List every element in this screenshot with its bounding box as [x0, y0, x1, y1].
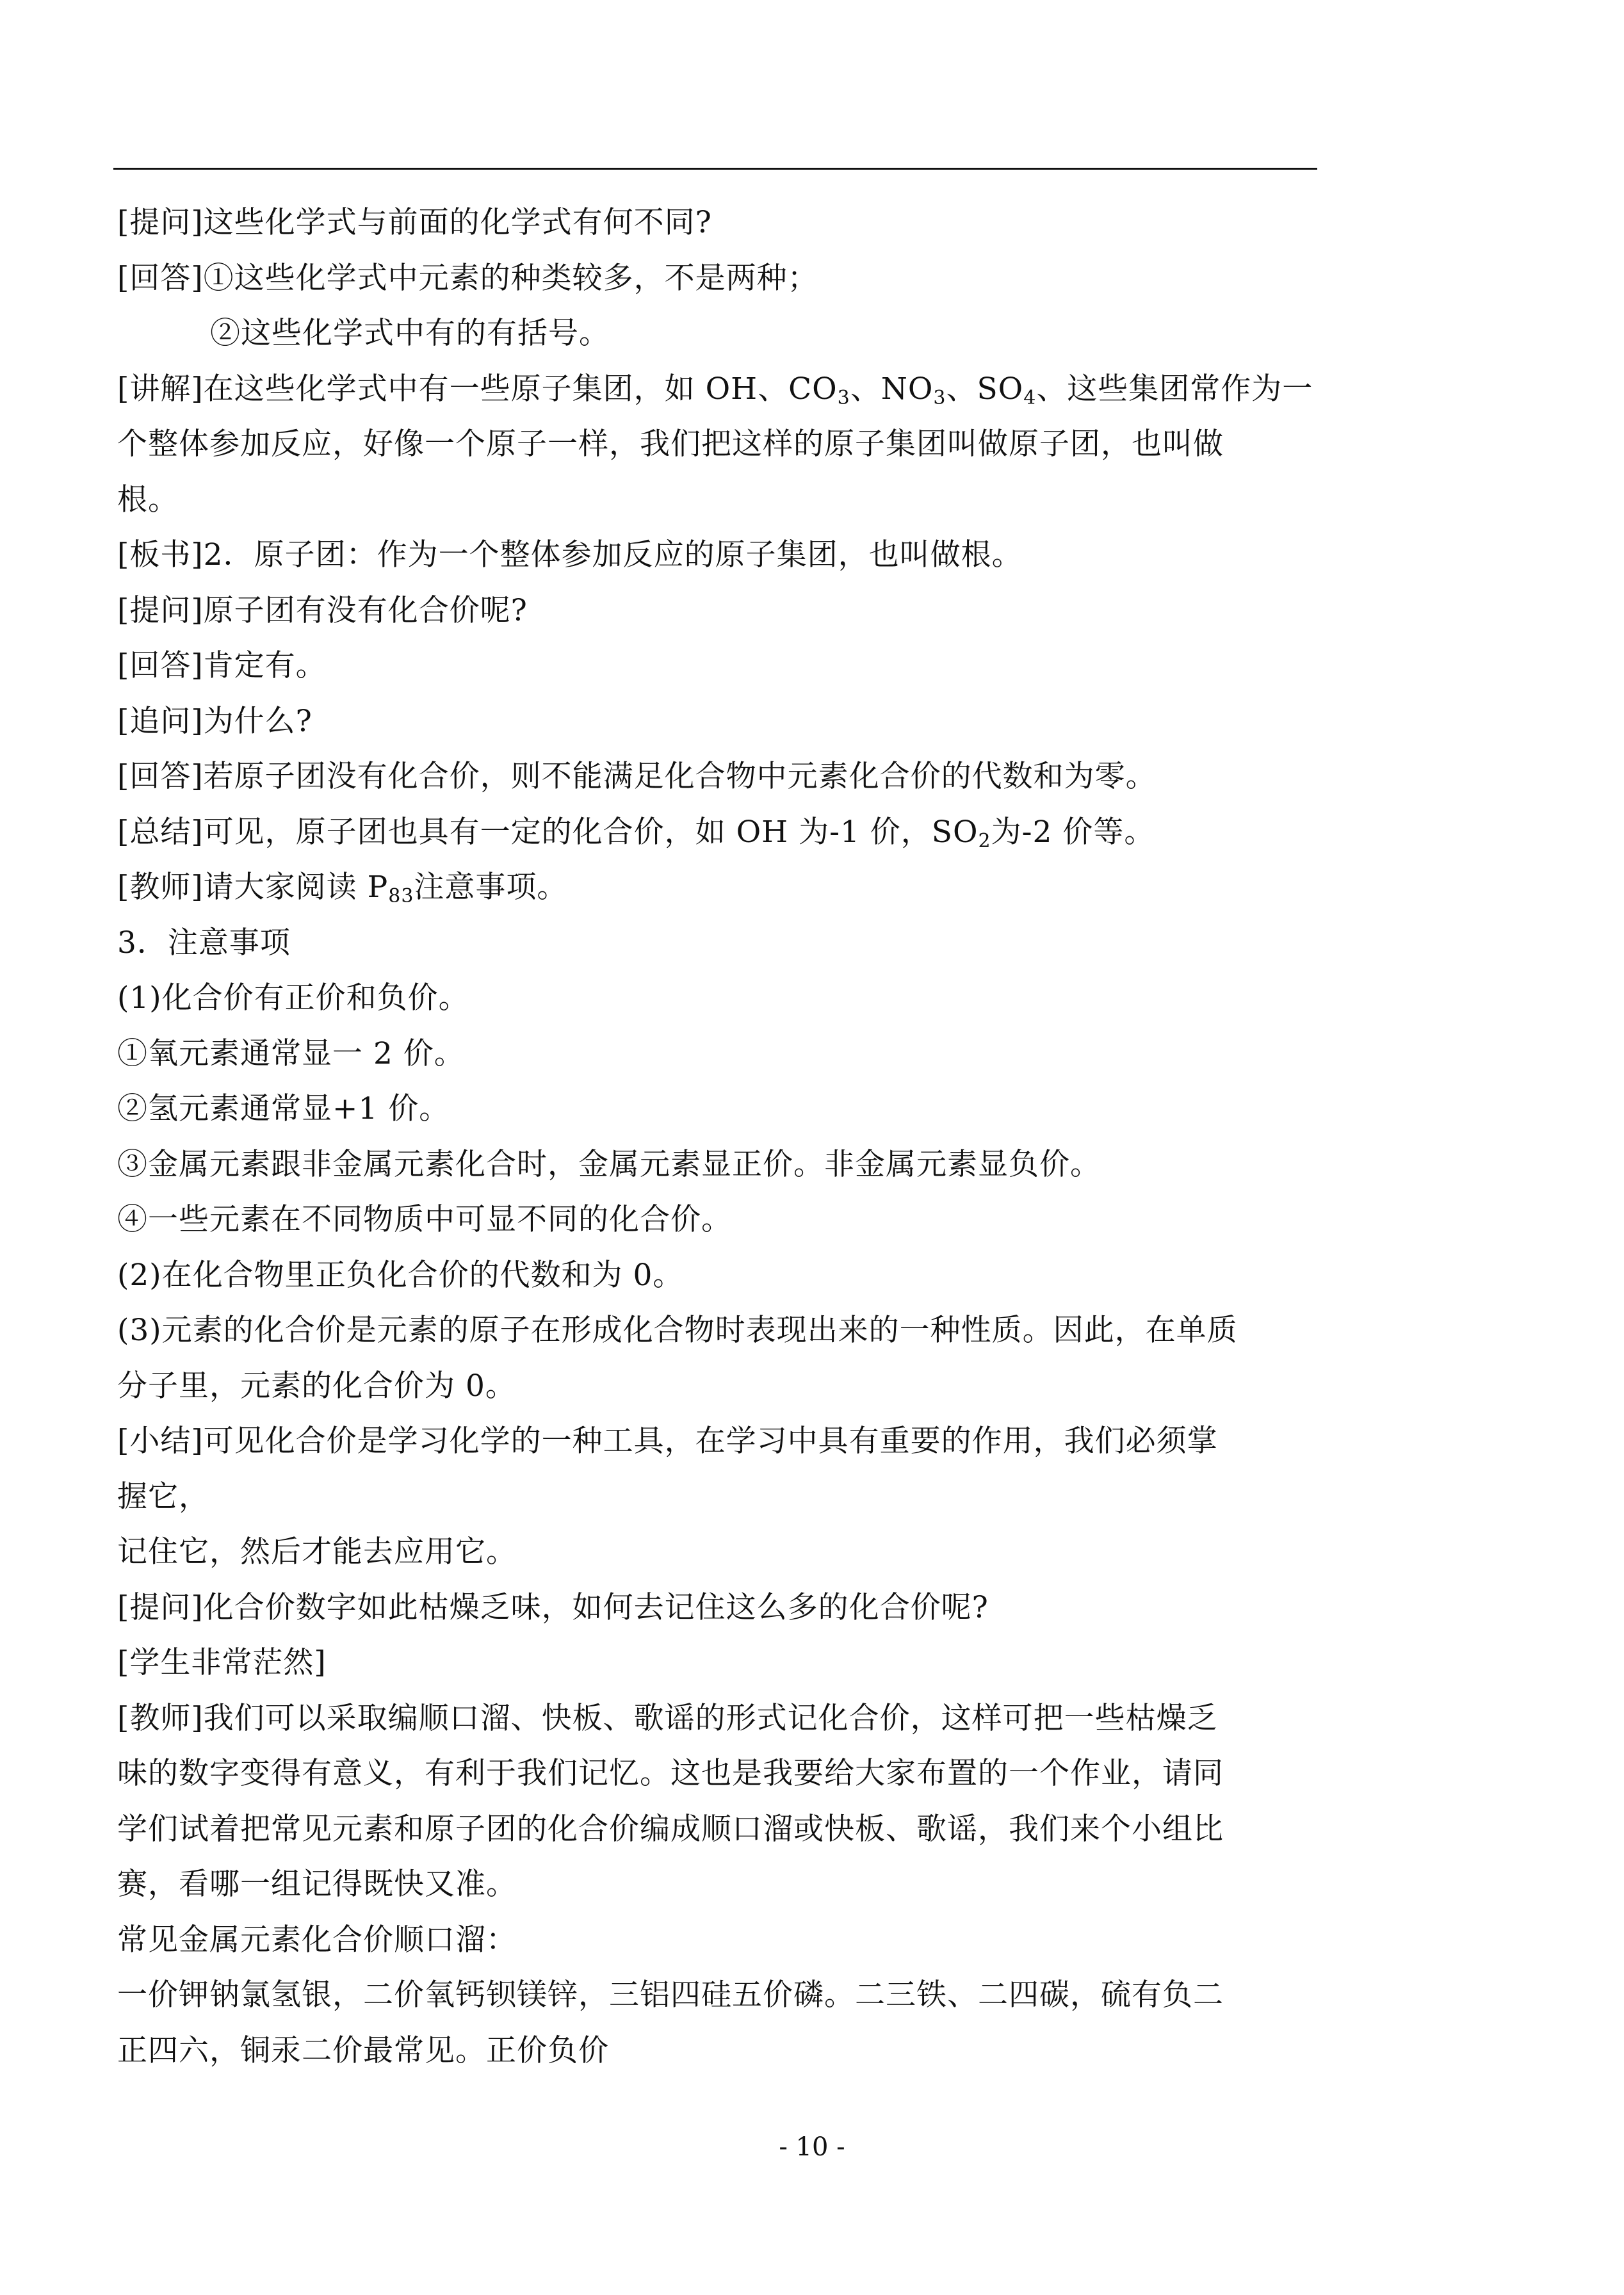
text-line: (1)化合价有正价和负价。: [117, 980, 469, 1016]
text-line: 赛，看哪一组记得既快又准。: [117, 1867, 517, 1902]
text-line: ③金属元素跟非金属元素化合时，金属元素显正价。非金属元素显负价。: [117, 1146, 1101, 1182]
text-line: [回答]若原子团没有化合价，则不能满足化合物中元素化合价的代数和为零。: [117, 759, 1157, 794]
text-line: ②这些化学式中有的有括号。: [210, 316, 610, 351]
text-line: (2)在化合物里正负化合价的代数和为 0。: [117, 1257, 684, 1293]
text-line: [提问]化合价数字如此枯燥乏味，如何去记住这么多的化合价呢?: [117, 1589, 989, 1625]
text-line: [教师]我们可以采取编顺口溜、快板、歌谣的形式记化合价，这样可把一些枯燥乏: [117, 1700, 1218, 1736]
text-line: 分子里，元素的化合价为 0。: [117, 1368, 516, 1404]
text-line: ④一些元素在不同物质中可显不同的化合价。: [117, 1202, 732, 1237]
text-line: [提问]原子团有没有化合价呢?: [117, 592, 528, 628]
text-line: 3．注意事项: [117, 925, 291, 961]
text-line: 握它，: [117, 1479, 209, 1514]
text-line: [提问]这些化学式与前面的化学式有何不同?: [117, 205, 712, 240]
text-line: 一价钾钠氯氢银，二价氧钙钡镁锌，三铝四硅五价磷。二三铁、二四碳，硫有负二: [117, 1977, 1224, 2013]
text-line: [讲解]在这些化学式中有一些原子集团，如 OH、$CO_3$、$NO_3$、$SO_4$、这些集团常作为一: [117, 371, 1313, 409]
text-line: [回答]①这些化学式中元素的种类较多，不是两种；: [117, 260, 818, 296]
text-line: [教师]请大家阅读 $P_{83}$注意事项。: [117, 870, 568, 907]
header-rule: [113, 168, 1317, 170]
text-line: ①氧元素通常显一 2 价。: [117, 1035, 465, 1071]
text-line: [追问]为什么?: [117, 703, 313, 739]
text-line: 根。: [117, 482, 179, 517]
text-line: ②氢元素通常显+1 价。: [117, 1091, 450, 1126]
text-line: [小结]可见化合价是学习化学的一种工具，在学习中具有重要的作用，我们必须掌: [117, 1423, 1218, 1459]
text-line: [总结]可见，原子团也具有一定的化合价，如 OH 为-1 价，$SO_2$为-2 价等。: [117, 814, 1155, 852]
text-line: 常见金属元素化合价顺口溜：: [117, 1922, 517, 1958]
text-line: [学生非常茫然]: [117, 1645, 327, 1680]
text-line: 正四六，铜汞二价最常见。正价负价: [117, 2032, 609, 2068]
page-number: - 10 -: [779, 2132, 845, 2162]
text-line: 味的数字变得有意义，有利于我们记忆。这也是我要给大家布置的一个作业，请同: [117, 1756, 1224, 1791]
text-line: [板书]2．原子团：作为一个整体参加反应的原子集团，也叫做根。: [117, 537, 1023, 572]
text-line: 个整体参加反应，好像一个原子一样，我们把这样的原子集团叫做原子团，也叫做: [117, 426, 1224, 462]
text-line: 记住它，然后才能去应用它。: [117, 1534, 517, 1569]
text-line: (3)元素的化合价是元素的原子在形成化合物时表现出来的一种性质。因此，在单质: [117, 1313, 1238, 1348]
text-line: 学们试着把常见元素和原子团的化合价编成顺口溜或快板、歌谣，我们来个小组比: [117, 1811, 1224, 1847]
document-body: [117, 195, 1321, 2079]
text-line: [回答]肯定有。: [117, 648, 327, 683]
